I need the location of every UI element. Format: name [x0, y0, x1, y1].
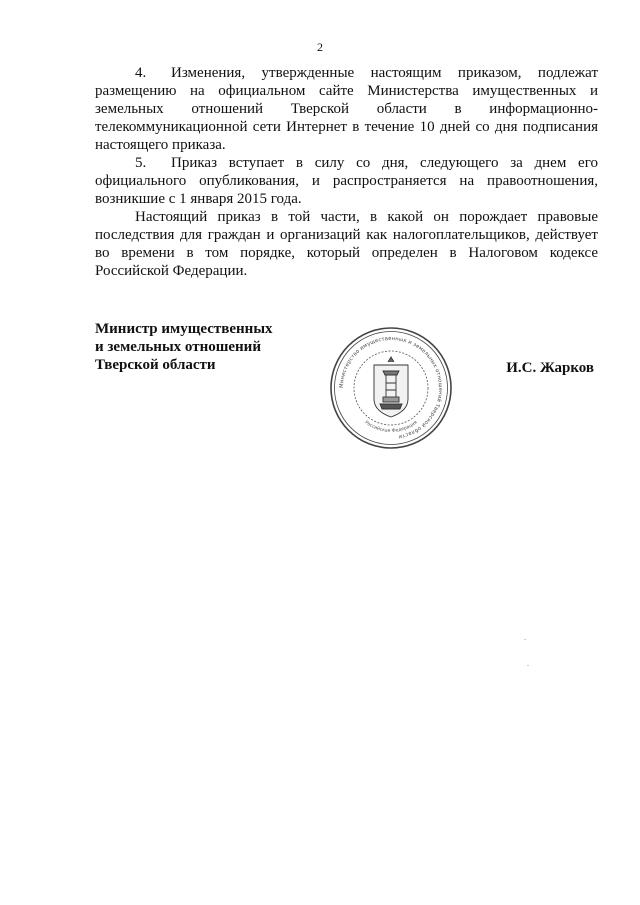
document-body — [95, 64, 598, 280]
paragraph-number: 4. — [135, 65, 147, 81]
paragraph-number: 5. — [135, 155, 147, 171]
signer-title-line: Министр имущественных — [95, 321, 273, 337]
signer-title-line: и земельных отношений — [95, 339, 261, 355]
signature-block — [95, 320, 598, 460]
seal-graphic — [328, 325, 454, 451]
signer-name: И.С. Жарков — [506, 360, 594, 376]
paragraph-4 — [95, 64, 598, 154]
paragraph-5 — [95, 154, 598, 208]
signer-title-line: Тверской области — [95, 357, 216, 373]
seal-ring-text: Министерство имущественных и земельных отношений Тверской области — [338, 335, 444, 440]
paragraph-text: Приказ вступает в силу со дня, следующего за днем его официального опубликования, и распространяется на правоотношения, возникшие с 1 января 2015 года. — [95, 155, 598, 207]
scan-speck — [527, 665, 529, 666]
page-number: 2 — [317, 40, 323, 54]
paragraph-tax-clause — [95, 208, 598, 280]
seal-bottom-text: Российская Федерация — [363, 420, 419, 434]
official-seal — [328, 325, 454, 451]
scan-speck — [524, 639, 526, 640]
paragraph-text: Настоящий приказ в той части, в какой он порождает правовые последствия для граждан и организаций как налогоплательщиков, действует во времени в том порядке, который определен в Налоговом кодексе Российской Федерации. — [95, 209, 598, 279]
signer-title — [95, 320, 273, 374]
paragraph-text: Изменения, утвержденные настоящим приказом, подлежат размещению на официальном сайте Министерства имущественных и земельных отношений Тверской области в информационно-телекоммуникационной сети Интернет в течение 10 дней со дня подписания настоящего приказа. — [95, 65, 598, 153]
coat-of-arms-icon — [374, 357, 408, 417]
